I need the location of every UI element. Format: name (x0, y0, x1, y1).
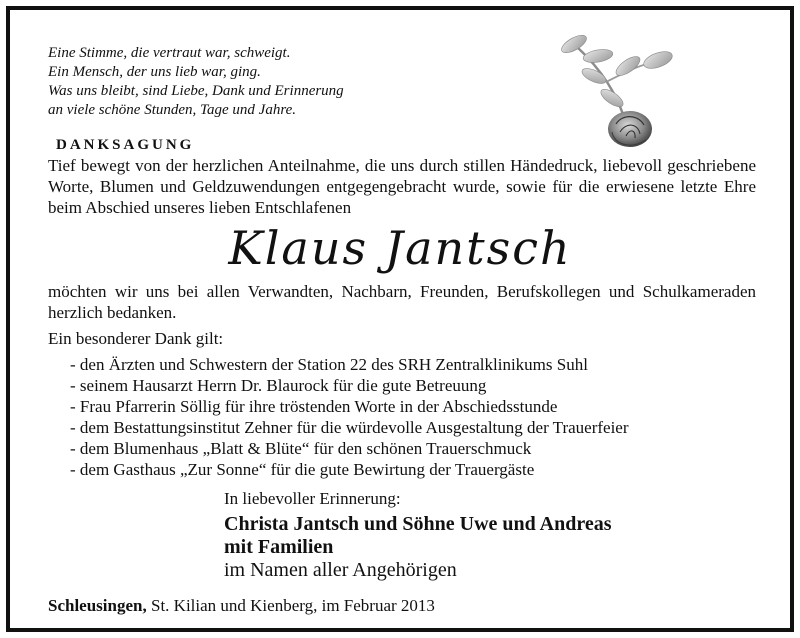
poem-line: Ein Mensch, der uns lieb war, ging. (48, 64, 261, 80)
list-item: - Frau Pfarrerin Söllig für ihre tröstenden Worte in der Abschiedsstunde (70, 397, 558, 416)
list-item: - dem Bestattungsinstitut Zehner für die würdevolle Ausgestaltung der Trauerfeier (70, 418, 629, 437)
list-item: - dem Blumenhaus „Blatt & Blüte“ für den schönen Trauerschmuck (70, 439, 532, 458)
poem-line: an viele schöne Stunden, Tage und Jahre. (48, 102, 297, 118)
place-and-date (48, 596, 435, 616)
signature-names (224, 513, 612, 559)
poem (48, 44, 508, 120)
signature-names-line: Christa Jantsch und Söhne Uwe und Andreas (224, 513, 612, 535)
thanks-paragraph: möchten wir uns bei allen Verwandten, Nachbarn, Freunden, Berufskollegen und Schulkameraden herzlich bedanken. (48, 282, 756, 322)
intro-paragraph: Tief bewegt von der herzlichen Anteilnahme, die uns durch stillen Händedruck, liebevoll geschriebene Worte, Blumen und Geldzuwendungen entgegengebracht wurde, sowie für die erwiesene letzte Ehre beim Abschied unseres lieben Entschlafenen (48, 156, 756, 217)
list-item: - den Ärzten und Schwestern der Station 22 des SRH Zentralklinikums Suhl (70, 355, 588, 374)
poem-line: Eine Stimme, die vertraut war, schweigt. (48, 45, 291, 61)
deceased-name: Klaus Jantsch (228, 221, 572, 275)
signature-intro: In liebevoller Erinnerung: (224, 489, 401, 508)
heading: DANKSAGUNG (56, 137, 195, 153)
obituary-notice (6, 6, 794, 632)
signature-behalf: im Namen aller Angehörigen (224, 559, 457, 581)
poem-line: Was uns bleibt, sind Liebe, Dank und Erinnerung (48, 83, 344, 99)
rose-image (546, 24, 696, 154)
place-city: Schleusingen, (48, 596, 147, 615)
place-rest: St. Kilian und Kienberg, im Februar 2013 (146, 596, 435, 615)
list-item: - seinem Hausarzt Herrn Dr. Blaurock für die gute Betreuung (70, 376, 487, 395)
list-item: - dem Gasthaus „Zur Sonne“ für die gute Bewirtung der Trauergäste (70, 460, 535, 479)
thanks-list (70, 354, 629, 480)
special-thanks-label: Ein besonderer Dank gilt: (48, 329, 224, 348)
signature-names-line: mit Familien (224, 536, 334, 558)
